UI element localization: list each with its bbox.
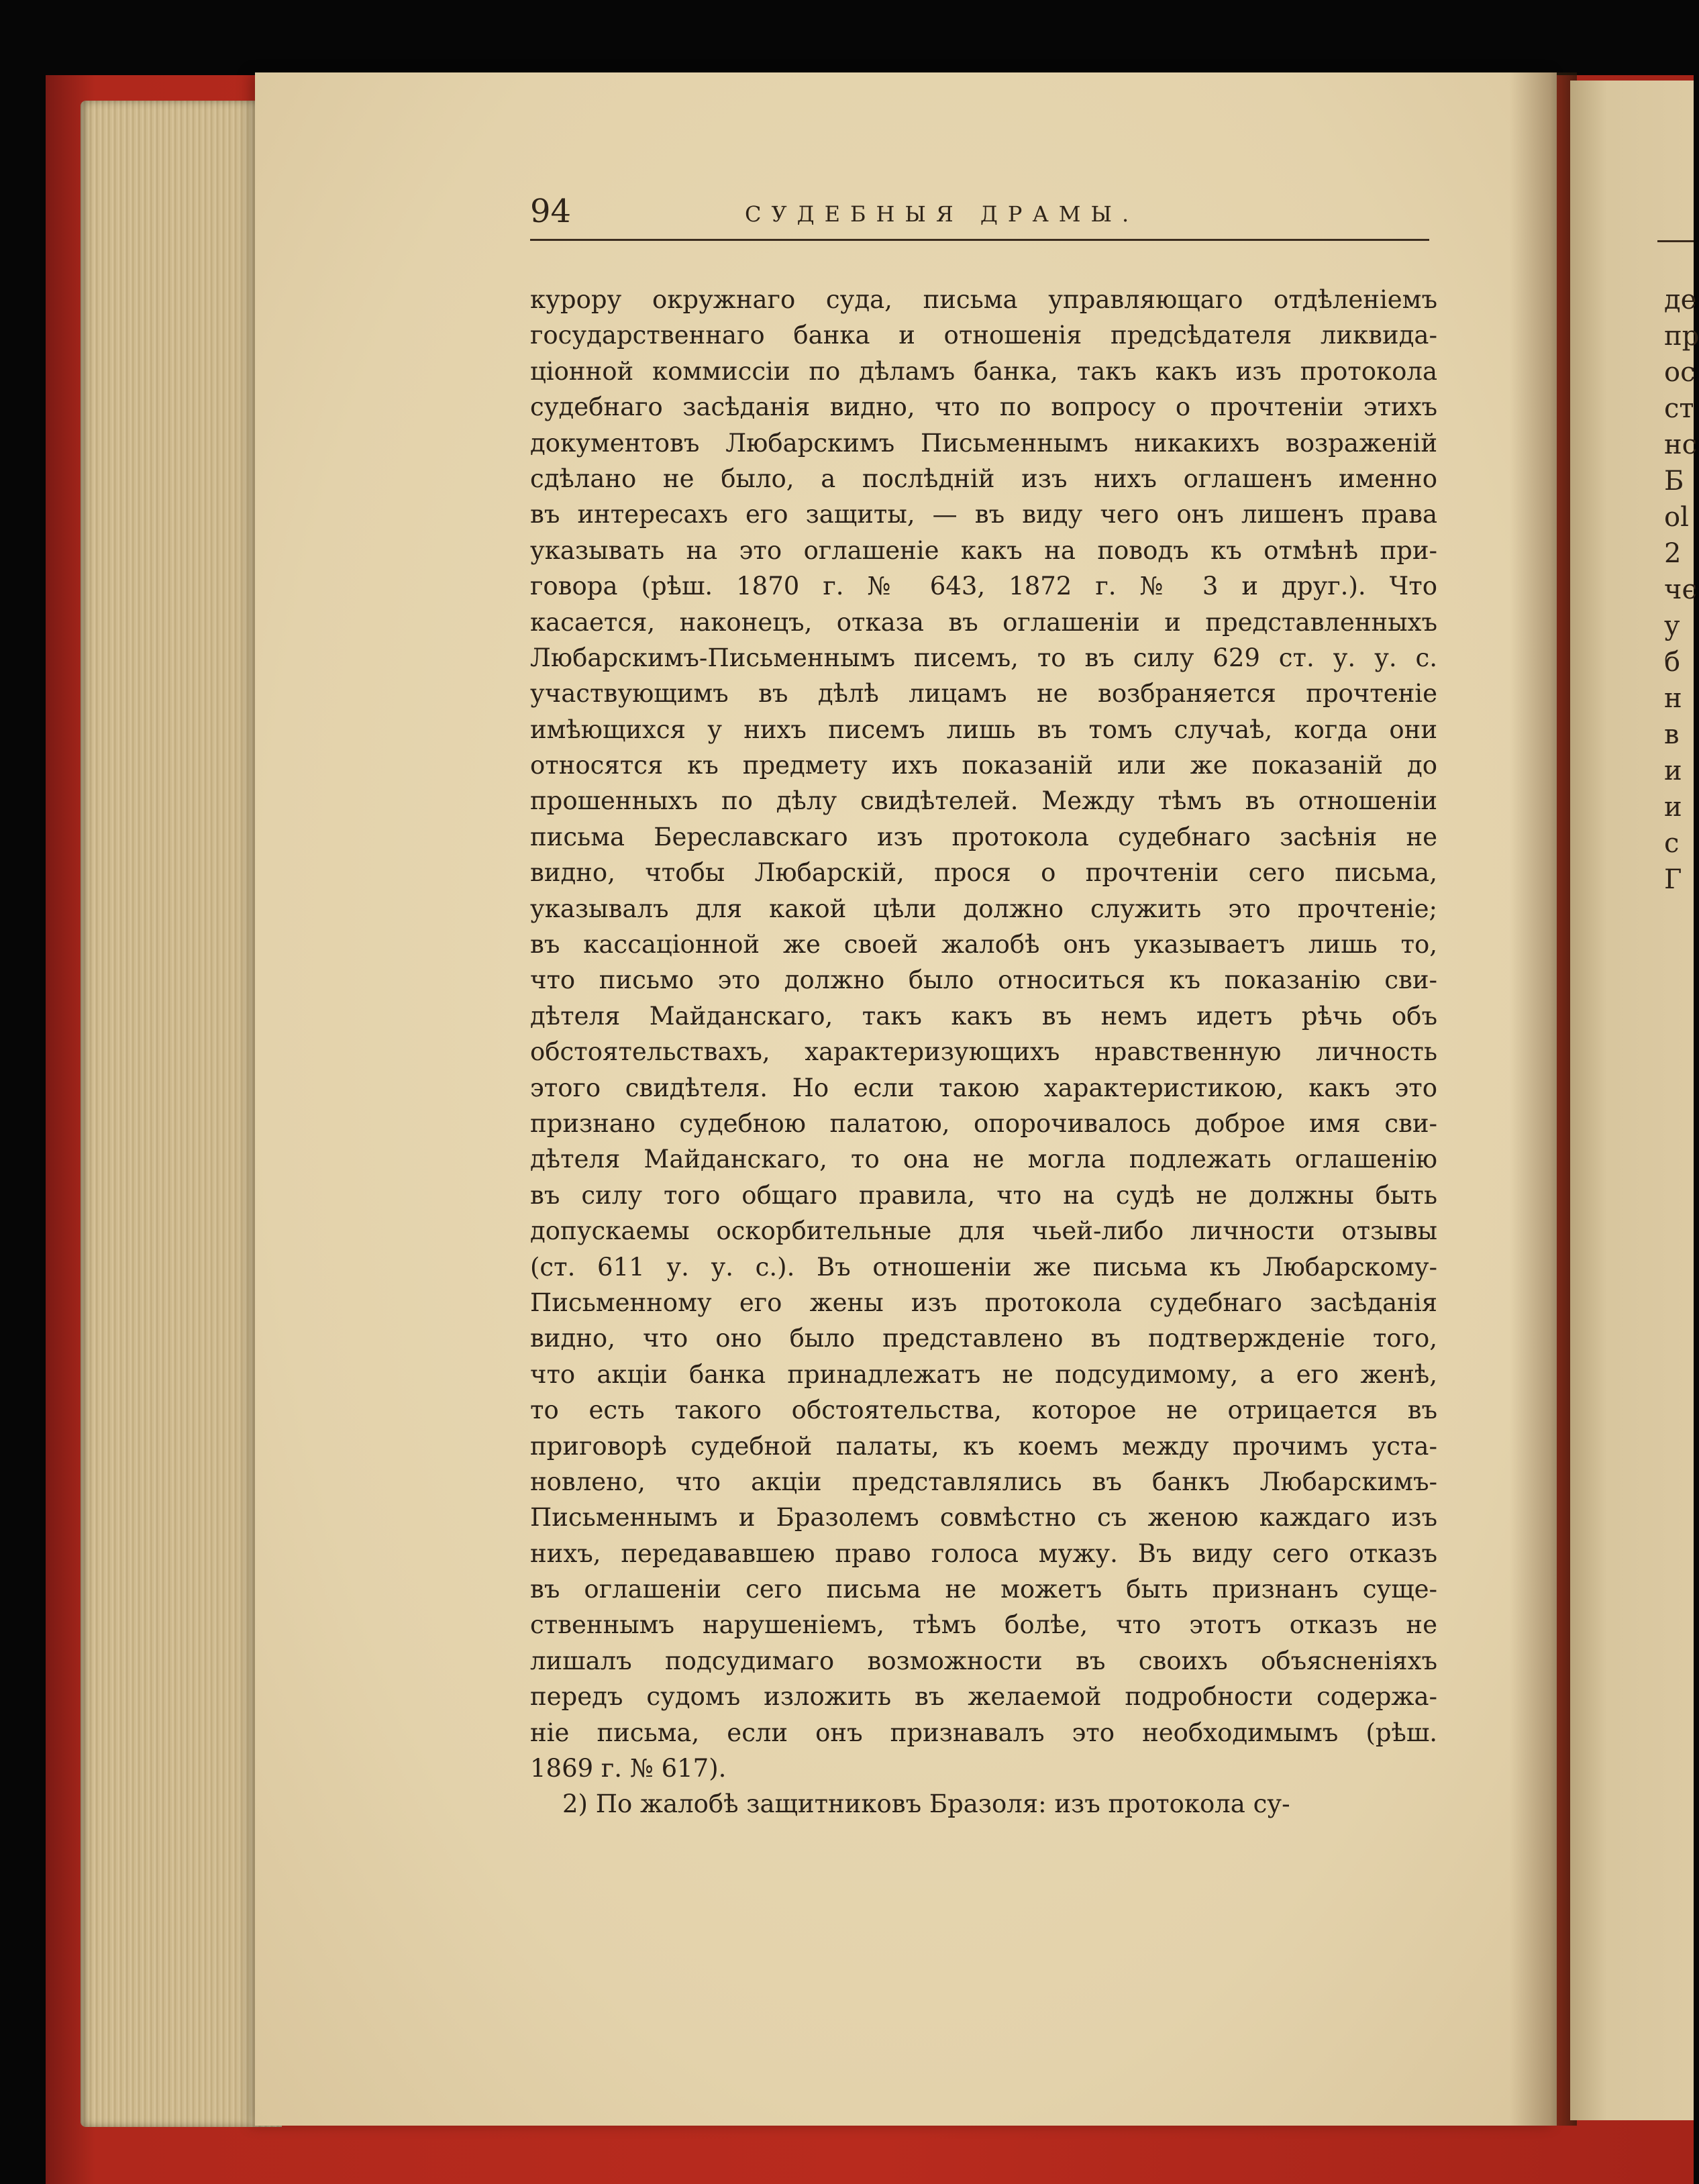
facing-text-fragment: Г	[1664, 864, 1682, 895]
text-line: что акціи банка принадлежатъ не подсудимому, а его женѣ,	[530, 1359, 1437, 1389]
facing-text-fragment: ol	[1664, 502, 1689, 533]
text-line: допускаемы оскорбительные для чьей-либо личности отзывы	[530, 1216, 1437, 1246]
text-line: указывать на это оглашеніе какъ на поводъ къ отмѣнѣ при-	[530, 535, 1437, 565]
facing-text-fragment: Б	[1664, 466, 1684, 497]
text-line: Письменнымъ и Бразолемъ совмѣстно съ женою каждаго изъ	[530, 1503, 1437, 1532]
text-line: 1869 г. № 617).	[530, 1754, 727, 1783]
page-number: 94	[530, 193, 572, 230]
text-line: въ интересахъ его защиты, — въ виду чего онъ лишенъ права	[530, 500, 1437, 529]
text-line: касается, наконецъ, отказа въ оглашеніи и представленныхъ	[530, 607, 1437, 637]
facing-text-fragment: нс	[1664, 429, 1698, 460]
text-line: признано судебною палатою, опорочивалось доброе имя сви-	[530, 1108, 1437, 1138]
text-line: лишалъ подсудимаго возможности въ своихъ объясненіяхъ	[530, 1646, 1437, 1675]
text-line: обстоятельствахъ, характеризующихъ нравственную личность	[530, 1037, 1437, 1067]
facing-text-fragment: ст	[1664, 393, 1694, 424]
facing-text-fragment: чє	[1664, 574, 1697, 605]
running-title: СУДЕБНЫЯ ДРАМЫ.	[745, 201, 1139, 227]
text-line: говора (рѣш. 1870 г. № 643, 1872 г. № 3 и друг.). Что	[530, 572, 1437, 601]
text-line: указывалъ для какой цѣли должно служить это прочтеніе;	[530, 894, 1437, 923]
facing-text-fragment: и	[1664, 792, 1682, 823]
text-line: передъ судомъ изложить въ желаемой подробности содержа-	[530, 1682, 1437, 1712]
facing-text-fragment: н	[1664, 683, 1682, 714]
text-line: въ кассаціонной же своей жалобѣ онъ указываетъ лишь то,	[530, 930, 1437, 959]
text-line: относятся къ предмету ихъ показаній или же показаній до	[530, 751, 1437, 780]
text-line: государственнаго банка и отношенія предсѣдателя ликвида-	[530, 321, 1437, 350]
text-line: ціонной коммиссіи по дѣламъ банка, такъ какъ изъ протокола	[530, 356, 1437, 386]
page-edges	[81, 101, 282, 2127]
text-line: въ оглашеніи сего письма не можетъ быть признанъ суще-	[530, 1575, 1437, 1604]
text-line: участвующимъ въ дѣлѣ лицамъ не возбраняется прочтеніе	[530, 679, 1437, 709]
text-line: видно, что оно было представлено въ подтвержденіе того,	[530, 1324, 1437, 1353]
text-line: (ст. 611 у. у. с.). Въ отношеніи же письма къ Любарскому-	[530, 1252, 1437, 1282]
text-line: приговорѣ судебной палаты, къ коемъ между прочимъ уста-	[530, 1431, 1437, 1461]
text-line: 2) По жалобѣ защитниковъ Бразоля: изъ протокола су-	[562, 1789, 1290, 1819]
text-line: сдѣлано не было, а послѣдній изъ нихъ оглашенъ именно	[530, 464, 1437, 493]
text-line: въ силу того общаго правила, что на судѣ не должны быть	[530, 1180, 1437, 1210]
text-line: дѣтеля Майданскаго, такъ какъ въ немъ идетъ рѣчь объ	[530, 1001, 1437, 1031]
text-line: этого свидѣтеля. Но если такою характеристикою, какъ это	[530, 1073, 1437, 1102]
facing-text-fragment: у	[1664, 611, 1680, 641]
text-line: нихъ, передававшею право голоса мужу. Въ виду сего отказъ	[530, 1539, 1437, 1568]
facing-text-fragment: б	[1664, 647, 1681, 678]
text-line: имѣющихся у нихъ писемъ лишь въ томъ случаѣ, когда они	[530, 715, 1437, 744]
text-line: то есть такого обстоятельства, которое не отрицается въ	[530, 1396, 1437, 1425]
facing-text-fragment: и	[1664, 756, 1682, 786]
text-line: что письмо это должно было относиться къ показанію сви-	[530, 966, 1437, 995]
text-line: документовъ Любарскимъ Письменнымъ никакихъ возраженій	[530, 428, 1437, 458]
facing-text-fragment: пр	[1664, 321, 1699, 352]
text-line: ніе письма, если онъ признавалъ это необходимымъ (рѣш.	[530, 1718, 1437, 1747]
text-line: курору окружнаго суда, письма управляющаго отдѣленіемъ	[530, 285, 1437, 314]
header-rule	[530, 239, 1429, 241]
text-line: письма Береславскаго изъ протокола судебнаго засѣнія не	[530, 822, 1437, 851]
text-line: ственнымъ нарушеніемъ, тѣмъ болѣе, что этотъ отказъ не	[530, 1610, 1437, 1640]
text-line: Любарскимъ-Письменнымъ писемъ, то въ силу 629 ст. у. у. с.	[530, 643, 1437, 672]
facing-page-rule	[1657, 240, 1694, 242]
text-line: новлено, что акціи представлялись въ банкъ Любарскимъ-	[530, 1467, 1437, 1496]
body-text	[530, 282, 1437, 1822]
text-line: дѣтеля Майданскаго, то она не могла подлежать оглашенію	[530, 1145, 1437, 1174]
facing-text-fragment: с	[1664, 828, 1680, 859]
running-head	[530, 191, 1429, 231]
text-line: видно, чтобы Любарскій, прося о прочтеніи сего письма,	[530, 858, 1437, 888]
page-gutter	[1510, 72, 1577, 2126]
facing-text-fragment: ос	[1664, 357, 1696, 388]
text-line: прошенныхъ по дѣлу свидѣтелей. Между тѣмъ въ отношеніи	[530, 786, 1437, 816]
text-line: Письменному его жены изъ протокола судебнаго засѣданія	[530, 1288, 1437, 1317]
facing-text-fragment: в	[1664, 719, 1680, 750]
text-line: судебнаго засѣданія видно, что по вопросу о прочтеніи этихъ	[530, 393, 1437, 422]
facing-page-text	[1664, 282, 1699, 898]
facing-text-fragment: де	[1664, 284, 1697, 315]
facing-text-fragment: 2	[1664, 538, 1682, 569]
